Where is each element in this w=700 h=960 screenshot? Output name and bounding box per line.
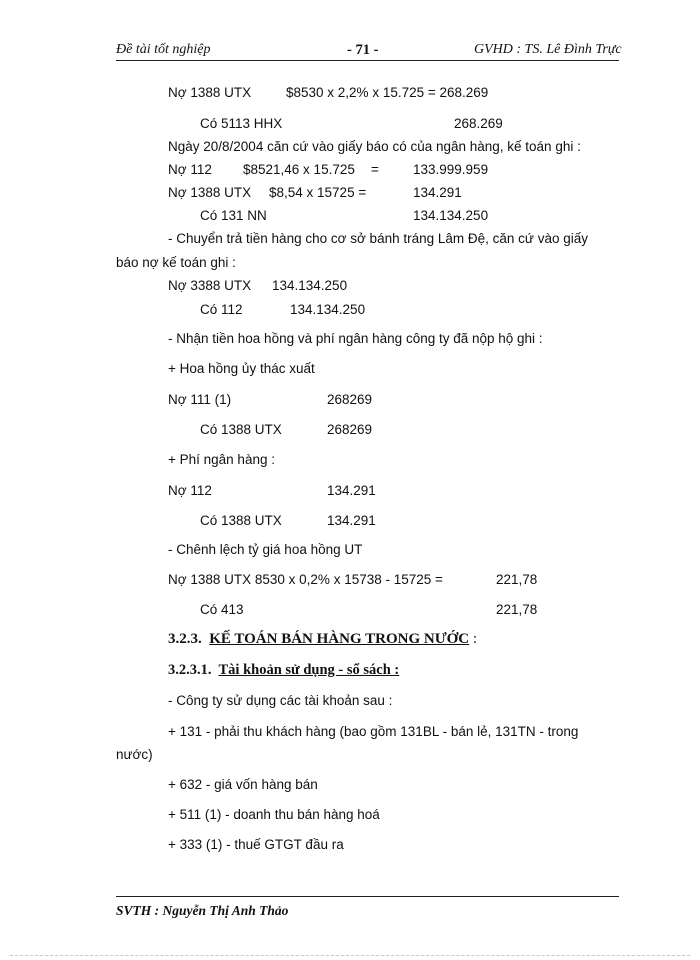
header-right: GVHD : TS. Lê Đình Trực bbox=[474, 42, 622, 57]
entry-formula: $8521,46 x 15.725 bbox=[243, 162, 355, 177]
entry-equals: = bbox=[371, 162, 379, 177]
paragraph-text: Ngày 20/8/2004 căn cứ vào giấy báo có của ngân hàng, kế toán ghi : bbox=[168, 139, 581, 154]
header-left: Đề tài tốt nghiệp bbox=[116, 42, 211, 57]
section-number: 3.2.3. bbox=[168, 631, 202, 647]
entry-debit-amount: 134.291 bbox=[327, 483, 376, 498]
entry-credit-label: Có 413 bbox=[200, 602, 244, 617]
section-heading bbox=[168, 631, 477, 648]
entry-debit-amount: 134.291 bbox=[413, 185, 462, 200]
entry-formula: $8,54 x 15725 = bbox=[269, 185, 367, 200]
list-item-continuation: nước) bbox=[116, 747, 153, 762]
page-break-line bbox=[10, 955, 690, 956]
entry-debit-amount: 133.999.959 bbox=[413, 162, 489, 177]
page-number: - 71 - bbox=[347, 42, 379, 58]
footer-author: SVTH : Nguyễn Thị Anh Thảo bbox=[116, 903, 289, 918]
paragraph-text: báo nợ kế toán ghi : bbox=[116, 255, 236, 270]
entry-credit-label: Có 1388 UTX bbox=[200, 513, 282, 528]
header-rule bbox=[116, 60, 619, 61]
entry-debit-label: Nợ 3388 UTX bbox=[168, 278, 252, 293]
entry-credit-label: Có 5113 HHX bbox=[200, 116, 283, 131]
paragraph-text: - Nhận tiền hoa hồng và phí ngân hàng công ty đã nộp hộ ghi : bbox=[168, 331, 543, 346]
entry-debit-amount: 221,78 bbox=[496, 572, 538, 587]
entry-credit-amount: 268.269 bbox=[454, 116, 503, 131]
subsection-number: 3.2.3.1. bbox=[168, 662, 212, 678]
entry-debit-label: Nợ 1388 UTX 8530 x 0,2% x 15738 - 15725 = bbox=[168, 572, 443, 587]
list-item: + 131 - phải thu khách hàng (bao gồm 131BL - bán lẻ, 131TN - trong bbox=[168, 724, 579, 739]
paragraph-text: - Công ty sử dụng các tài khoản sau : bbox=[168, 693, 393, 708]
paragraph-text: + Hoa hồng ủy thác xuất bbox=[168, 361, 315, 376]
entry-credit-amount: 134.134.250 bbox=[290, 302, 366, 317]
entry-credit-amount: 221,78 bbox=[496, 602, 538, 617]
entry-debit-amount: 268269 bbox=[327, 392, 373, 407]
list-item: + 632 - giá vốn hàng bán bbox=[168, 777, 318, 792]
entry-debit-amount: $8530 x 2,2% x 15.725 = 268.269 bbox=[286, 85, 489, 100]
entry-credit-amount: 134.291 bbox=[327, 513, 376, 528]
entry-credit-amount: 134.134.250 bbox=[413, 208, 489, 223]
entry-debit-amount: 134.134.250 bbox=[272, 278, 348, 293]
paragraph-text: - Chuyển trả tiền hàng cho cơ sở bánh tráng Lâm Đệ, căn cứ vào giấy bbox=[168, 231, 588, 246]
entry-debit-label: Nợ 1388 UTX bbox=[168, 185, 252, 200]
subsection-title: Tài khoản sử dụng - sổ sách : bbox=[218, 662, 400, 678]
list-item: + 511 (1) - doanh thu bán hàng hoá bbox=[168, 807, 380, 822]
entry-debit-label: Nợ 112 bbox=[168, 483, 212, 498]
entry-credit-label: Có 1388 UTX bbox=[200, 422, 282, 437]
section-title: KẾ TOÁN BÁN HÀNG TRONG NƯỚC bbox=[209, 631, 470, 647]
entry-debit-label: Nợ 1388 UTX bbox=[168, 85, 252, 100]
entry-debit-label: Nợ 111 (1) bbox=[168, 392, 232, 407]
list-item: + 333 (1) - thuế GTGT đầu ra bbox=[168, 837, 344, 852]
entry-debit-label: Nợ 112 bbox=[168, 162, 212, 177]
entry-credit-label: Có 112 bbox=[200, 302, 243, 317]
entry-credit-label: Có 131 NN bbox=[200, 208, 267, 223]
subsection-heading bbox=[168, 662, 399, 679]
footer-rule bbox=[116, 896, 619, 897]
section-colon: : bbox=[469, 631, 478, 647]
entry-credit-amount: 268269 bbox=[327, 422, 373, 437]
paragraph-text: - Chênh lệch tỷ giá hoa hồng UT bbox=[168, 542, 363, 557]
paragraph-text: + Phí ngân hàng : bbox=[168, 452, 275, 467]
